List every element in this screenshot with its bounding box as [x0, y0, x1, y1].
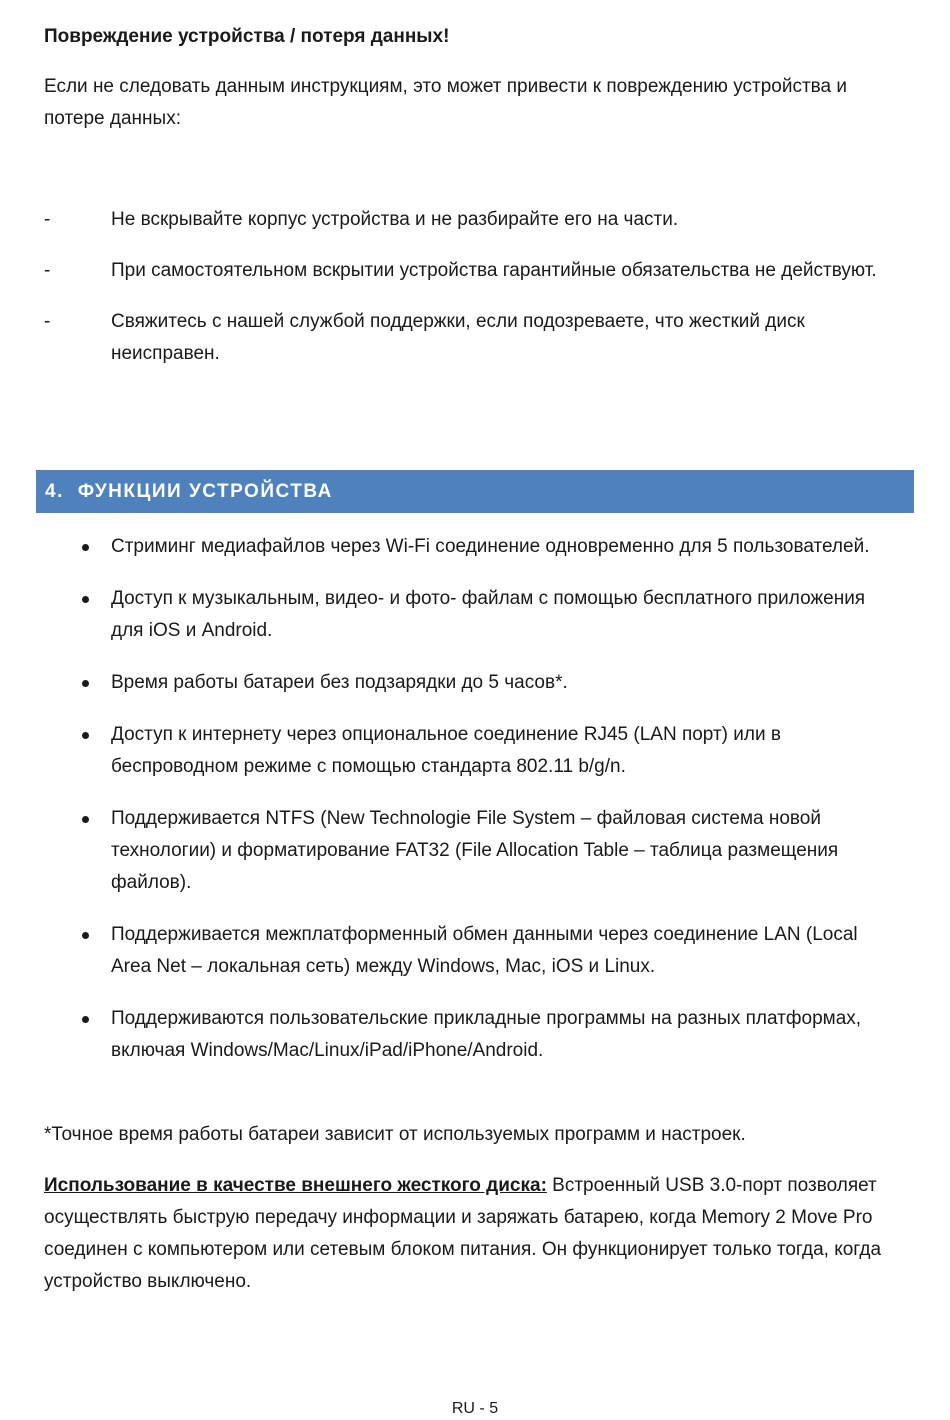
warning-item: [44, 255, 894, 287]
feature-item: [44, 1003, 894, 1067]
section-number: 4.: [45, 480, 64, 502]
bullet-icon: [82, 1016, 89, 1023]
bullet-icon: [82, 732, 89, 739]
feature-text: Время работы батареи без подзарядки до 5 часов*.: [111, 672, 568, 693]
section-title: ФУНКЦИИ УСТРОЙСТВА: [77, 480, 333, 502]
feature-text: Поддерживается межплатформенный обмен данными через соединение LAN (Local Area Net – локальная сеть) между Windows, Mac, iOS и Linux.: [111, 924, 858, 977]
feature-text: Поддерживаются пользовательские прикладные программы на разных платформах, включая Windows/Mac/Linux/iPad/iPhone/Android.: [111, 1008, 862, 1061]
feature-text: Стриминг медиафайлов через Wi-Fi соединение одновременно для 5 пользователей.: [111, 536, 870, 557]
feature-item: [44, 583, 894, 647]
warning-title: Повреждение устройства / потеря данных!: [44, 26, 450, 47]
feature-item: [44, 803, 894, 899]
dash-marker: -: [44, 260, 51, 281]
footnote: *Точное время работы батареи зависит от используемых программ и настроек.: [44, 1124, 746, 1145]
feature-item: [44, 719, 894, 783]
warning-item-text: Не вскрывайте корпус устройства и не разбирайте его на части.: [111, 209, 679, 230]
feature-text: Доступ к интернету через опциональное соединение RJ45 (LAN порт) или в беспроводном режиме с помощью стандарта 802.11 b/g/n.: [111, 724, 781, 777]
warning-item: [44, 204, 894, 236]
usage-paragraph: [44, 1170, 894, 1298]
bullet-icon: [82, 932, 89, 939]
bullet-icon: [82, 816, 89, 823]
feature-item: [44, 919, 894, 983]
dash-marker: -: [44, 209, 51, 230]
features-list: [44, 531, 894, 1087]
feature-item: [44, 667, 894, 699]
warning-list: [44, 204, 894, 389]
feature-text: Доступ к музыкальным, видео- и фото- файлам с помощью бесплатного приложения для iOS и Android.: [111, 588, 866, 641]
page-number: RU - 5: [451, 1400, 499, 1417]
feature-text: Поддерживается NTFS (New Technologie File System – файловая система новой технологии) и форматирование FAT32 (File Allocation Table – таблица размещения файлов).: [111, 808, 839, 893]
feature-item: [44, 531, 894, 563]
bullet-icon: [82, 680, 89, 687]
dash-marker: -: [44, 311, 51, 332]
warning-intro: Если не следовать данным инструкциям, это может привести к повреждению устройства и потере данных:: [44, 76, 847, 129]
warning-item-text: Свяжитесь с нашей службой поддержки, если подозреваете, что жесткий диск неисправен.: [111, 311, 805, 364]
warning-item: [44, 306, 894, 370]
warning-item-text: При самостоятельном вскрытии устройства гарантийные обязательства не действуют.: [111, 260, 877, 281]
bullet-icon: [82, 596, 89, 603]
section-heading: [36, 470, 914, 513]
usage-text: Встроенный USB 3.0-порт позволяет осуществлять быструю передачу информации и заряжать батарею, когда Memory 2 Move Pro соединен с компьютером или сетевым блоком питания. Он функционирует только тогда, когда устройство выключено.: [44, 1175, 882, 1292]
bullet-icon: [82, 544, 89, 551]
usage-label: Использование в качестве внешнего жесткого диска:: [44, 1175, 547, 1196]
